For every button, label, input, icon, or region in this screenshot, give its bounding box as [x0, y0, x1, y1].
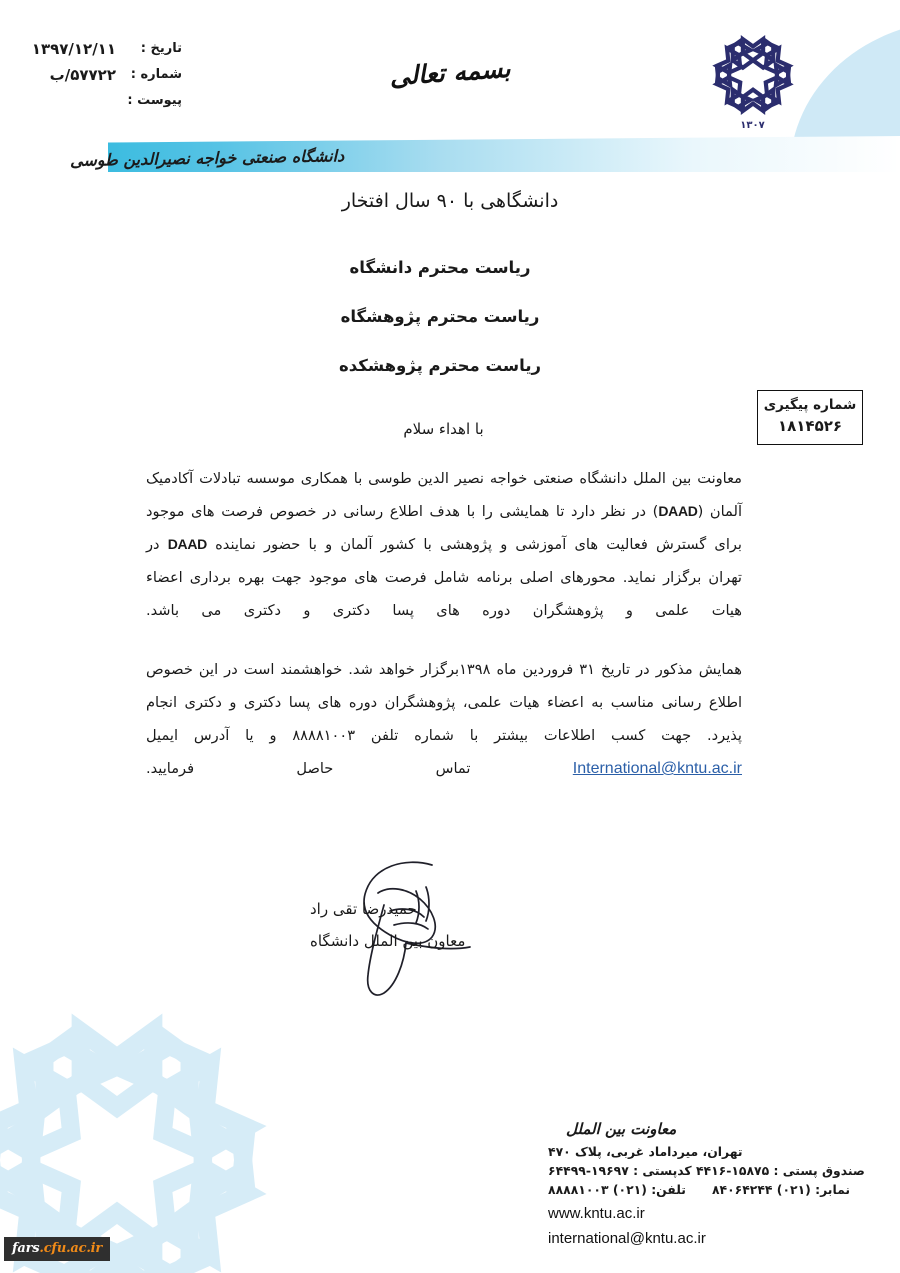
letter-meta-block: [0, 36, 182, 114]
footer-address: تهران، میرداماد غربی، پلاک ۴۷۰: [548, 1144, 743, 1159]
source-watermark-badge: [4, 1237, 110, 1261]
tracking-number-value: ۱۸۱۴۵۲۶: [777, 417, 843, 435]
basmala-text: بسمه تعالی: [388, 53, 512, 92]
kntu-emblem-icon: [707, 28, 799, 122]
body-paragraph-2: [146, 653, 742, 785]
date-value: ۱۳۹۷/۱۲/۱۱: [31, 40, 116, 58]
paragraph-2-text-a: همایش مذکور در تاریخ ۳۱ فروردین ماه ۱۳۹۸برگزار خواهد شد. خواهشمند است در این خصوص اطلاع رسانی مناسب به اعضاء هیات علمی، پژوهشگران دوره های پسا دکتری و دکتری انجام پذیرد. جهت کسب اطلاعات بیشتر با شماره تلفن ۸۸۸۸۱۰۰۳ و یا آدرس ایمیل: [146, 661, 742, 744]
footer-fax-label: نمابر:: [815, 1182, 851, 1197]
footer-phone-value: (۰۲۱) ۸۸۸۸۱۰۰۳: [548, 1182, 647, 1197]
badge-text-domain: cfu.ac.ir: [43, 1241, 103, 1256]
letterhead: [0, 0, 900, 180]
tracking-number-label: شماره پیگیری: [763, 397, 857, 413]
paragraph-1-text-b: ) در نظر دارد تا همایشی را با هدف اطلاع رسانی در خصوص فرصت های موجود برای گسترش فعالیت های آموزشی و پژوهشی با کشور آلمان و با حضور نماینده: [146, 503, 742, 553]
addressee-line-1: ریاست محترم دانشگاه: [349, 258, 531, 277]
footer-email[interactable]: international@kntu.ac.ir: [548, 1230, 706, 1247]
addressee-list: [140, 258, 740, 405]
number-label: شماره :: [130, 67, 182, 82]
letter-body: [146, 462, 742, 785]
daad-acronym-2: DAAD: [167, 536, 207, 552]
attachment-label: پیوست :: [127, 93, 182, 108]
meta-row-number: [0, 62, 182, 88]
daad-acronym-1: DAAD: [658, 503, 698, 519]
footer-fax-value: (۰۲۱) ۸۴۰۶۴۲۴۴: [711, 1182, 811, 1197]
footer-department-name: معاونت بین الملل: [566, 1120, 677, 1138]
page-title: دانشگاهی با ۹۰ سال افتخار: [341, 190, 559, 212]
footer-phone-label: تلفن:: [651, 1182, 686, 1197]
paragraph-1-text-c: در تهران برگزار نماید. محورهای اصلی برنامه شامل فرصت های موجود جهت بهره برداری اعضاء هیات علمی و پژوهشگران دوره های پسا دکتری و دکتری می باشد.: [146, 536, 742, 619]
footer-contact-block: [548, 1120, 878, 1249]
date-label: تاریخ :: [140, 41, 182, 56]
meta-row-date: [0, 36, 182, 62]
footer-phone-fax: [548, 1180, 878, 1199]
logo-founding-year: ۱۳۰۷: [740, 120, 765, 131]
logo-watermark: [0, 995, 282, 1273]
footer-website[interactable]: www.kntu.ac.ir: [548, 1205, 645, 1222]
university-logo: [700, 28, 805, 140]
badge-text-primary: fars: [12, 1241, 40, 1256]
university-name: دانشگاه صنعتی خواجه نصیرالدین طوسی: [69, 146, 345, 171]
addressee-line-3: ریاست محترم پژوهشکده: [338, 356, 542, 375]
signature-block: [310, 893, 530, 957]
addressee-line-2: ریاست محترم پژوهشگاه: [340, 307, 540, 326]
tracking-number-box: [757, 390, 863, 445]
paragraph-2-text-b: تماس حاصل فرمایید.: [146, 760, 573, 777]
contact-email-link[interactable]: International@kntu.ac.ir: [572, 760, 742, 777]
kntu-emblem-watermark-icon: [0, 995, 282, 1273]
footer-postal: صندوق پستی : ۱۵۸۷۵-۴۴۱۶ کدپستی : ۱۹۶۹۷-۶۴۴۹۹: [548, 1163, 865, 1178]
body-paragraph-1: [146, 462, 742, 627]
badge-text-dot: .: [39, 1241, 44, 1256]
signatory-title: معاون بین الملل دانشگاه: [310, 932, 466, 950]
greeting-line: با اهداء سلام: [403, 420, 484, 438]
number-value: ۵۷۷۲۲/ب: [49, 66, 116, 84]
paragraph-1-text-a: معاونت بین الملل دانشگاه صنعتی خواجه نصیر الدین طوسی با همکاری موسسه تبادلات آکادمیک آلمان (: [146, 470, 742, 520]
meta-row-attachment: [0, 88, 182, 114]
signatory-name: حمیدرضا تقی راد: [310, 900, 417, 918]
